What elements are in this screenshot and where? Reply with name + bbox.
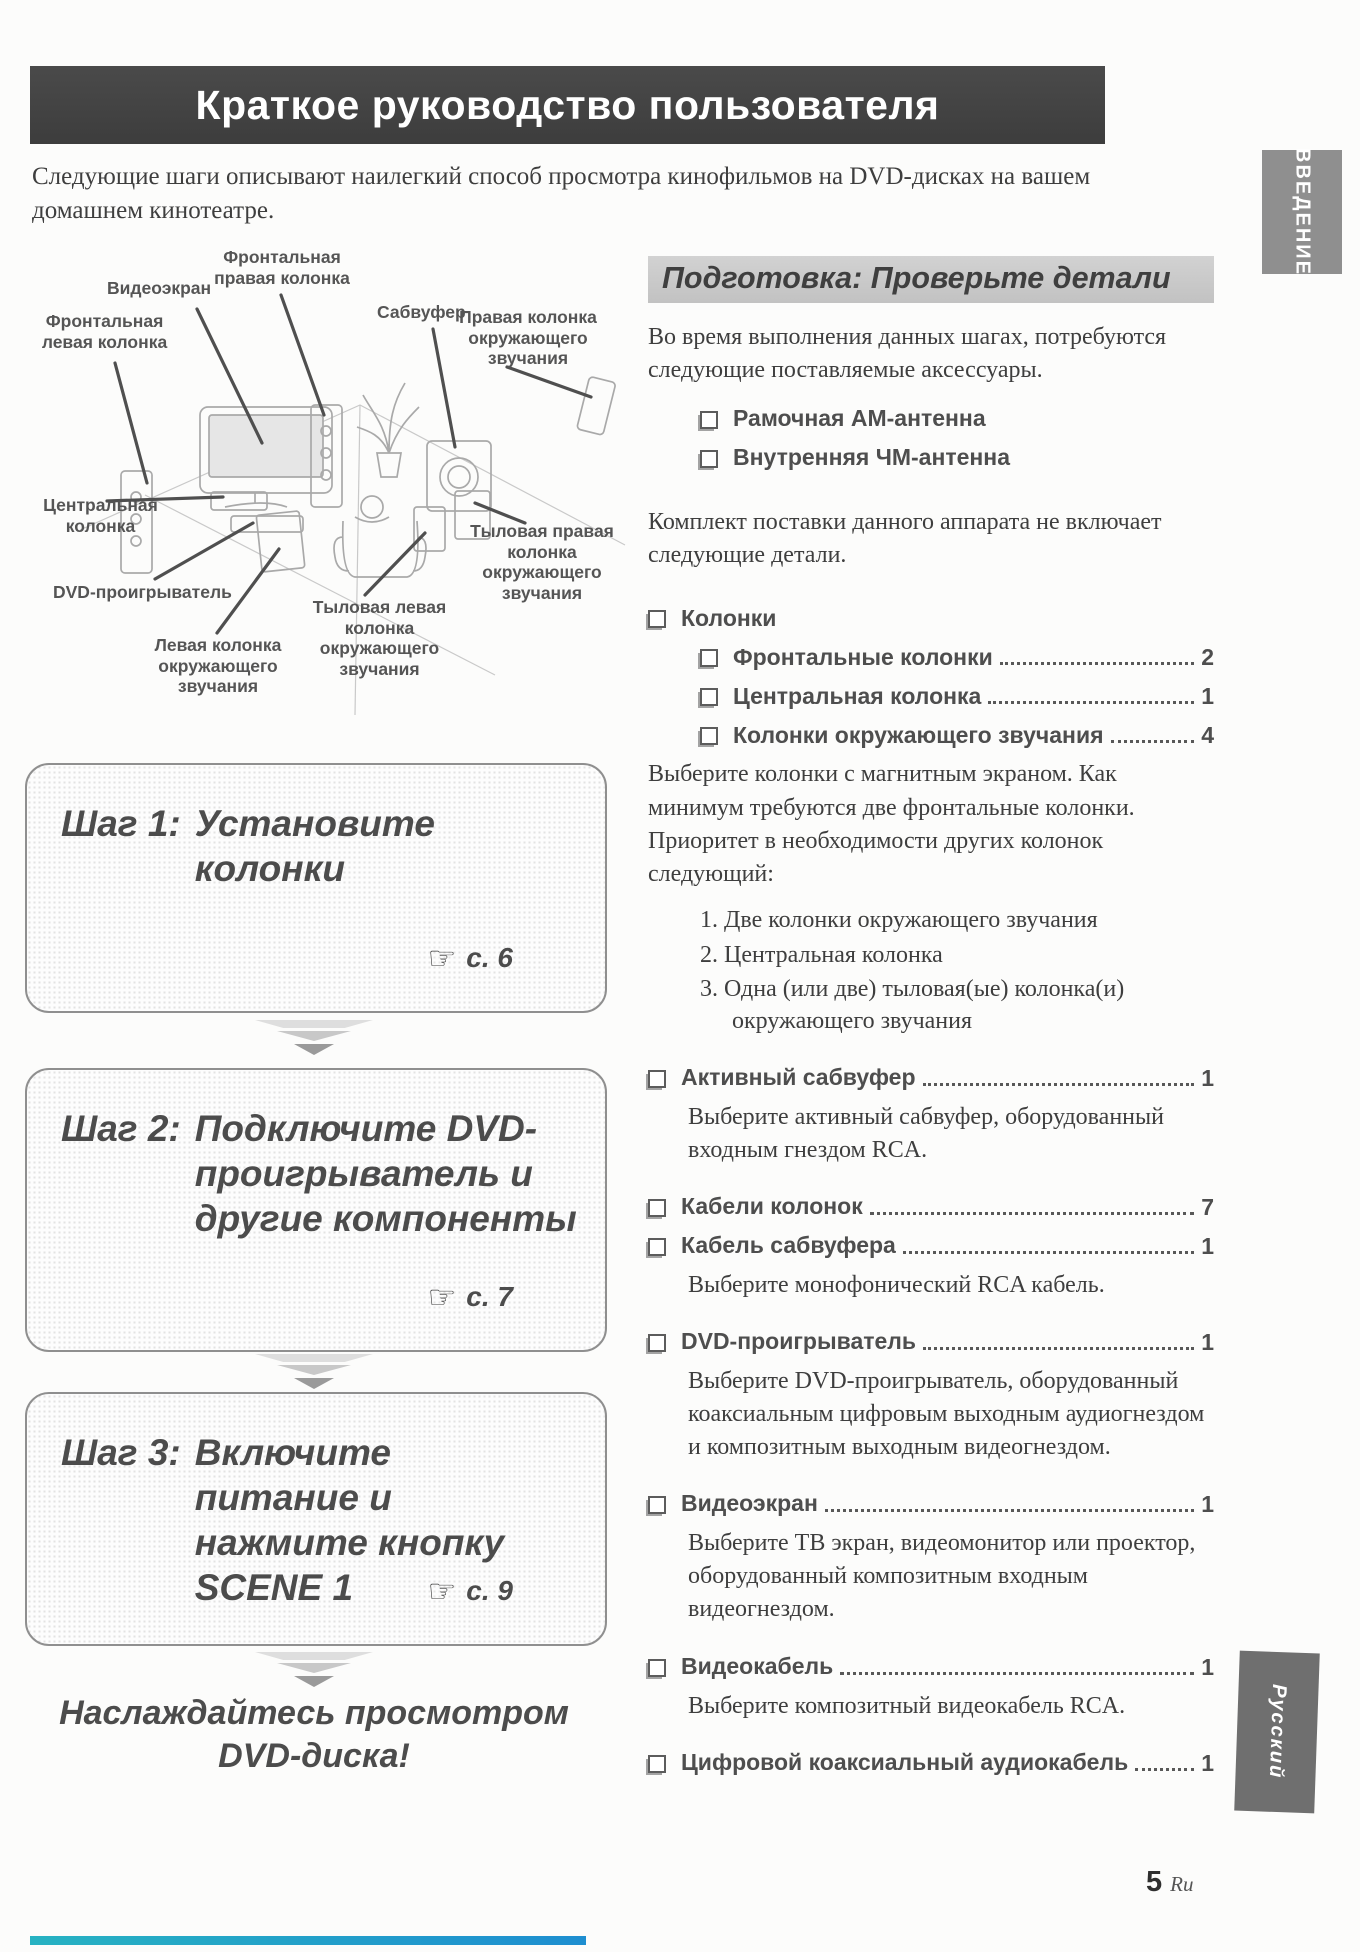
down-arrow-icon (254, 1354, 374, 1389)
step-2-box (25, 1068, 607, 1352)
step-3-box (25, 1392, 607, 1646)
dotted-leader (903, 1251, 1194, 1254)
item-note: Выберите активный сабвуфер, оборудованный входным гнездом RCA. (688, 1103, 1164, 1163)
checklist-item: Фронтальные колонки 2 (700, 641, 1214, 671)
down-arrow-icon (254, 1652, 374, 1687)
scan-color-bar (30, 1936, 586, 1945)
diagram-label-rear-left: Тыловая левая колонка окружающего звучания (312, 597, 447, 679)
page-number: 5 Ru (1146, 1866, 1194, 1898)
checkbox-icon (648, 1334, 666, 1352)
checklist-item: Кабель сабвуфера 1 Выберите монофонический RCA кабель. (648, 1230, 1214, 1302)
subwoofer-shape (427, 441, 491, 511)
diagram-label-center: Центральная колонка (43, 495, 158, 536)
checklist-item: Цифровой коаксиальный аудиокабель 1 (648, 1747, 1214, 1777)
page-lang-label: Ru (1170, 1872, 1194, 1896)
pointing-hand-icon: ☞ (427, 1573, 457, 1609)
diagram-label-front-left: Фронтальная левая колонка (41, 311, 168, 352)
checklist-item: Кабели колонок 7 (648, 1191, 1214, 1221)
dotted-leader (923, 1083, 1195, 1086)
speakers-note: Выберите колонки с магнитным экраном. Как минимум требуются две фронтальные колонки. Приоритет в необходимости других колонок следующий: (648, 761, 1135, 887)
item-note: Выберите композитный видеокабель RCA. (688, 1692, 1126, 1719)
dotted-leader (988, 701, 1194, 704)
enjoy-text: Наслаждайтесь просмотром DVD-диска! (59, 1694, 569, 1775)
leader-front-left (115, 363, 147, 483)
preparation-header: Подготовка: Проверьте детали (648, 256, 1214, 303)
checklist-item: Активный сабвуфер 1 Выберите активный сабвуфер, оборудованный входным гнездом RCA. (648, 1062, 1214, 1167)
not-included-intro: Комплект поставки данного аппарата не включает следующие детали. (648, 509, 1162, 569)
pointing-hand-icon: ☞ (427, 1279, 457, 1315)
dotted-leader (825, 1509, 1194, 1512)
step-3-title (27, 1394, 605, 1611)
step-1-text: Установите колонки (194, 803, 435, 890)
step-2-page-number: с. 7 (466, 1281, 513, 1312)
step-1-page-number: с. 6 (466, 942, 513, 973)
checkbox-icon (648, 1070, 666, 1088)
language-tab (1234, 1651, 1320, 1814)
title-bar (30, 66, 1105, 144)
checklist-item: Колонки окружающего звучания 4 (700, 719, 1214, 749)
preparation-intro: Во время выполнения данных шагах, потребуются следующие поставляемые аксессуары. (648, 324, 1167, 384)
checkbox-icon (700, 411, 718, 429)
item-note: Выберите монофонический RCA кабель. (688, 1271, 1105, 1298)
diagram-label-videoscreen: Видеоэкран (107, 278, 212, 298)
intro-paragraph: Следующие шаги описывают наилегкий способ просмотра кинофильмов на DVD-дисках на вашем домашнем кинотеатре. (32, 163, 1091, 224)
priority-item: 1. Две колонки окружающего звучания (700, 906, 1098, 933)
leader-right-surround (507, 367, 591, 397)
supplied-item: Внутренняя ЧМ-антенна (700, 442, 1214, 472)
checkbox-icon (700, 450, 718, 468)
dotted-leader (923, 1347, 1194, 1350)
checkbox-icon (700, 727, 718, 745)
plant-shape (377, 453, 401, 477)
dotted-leader (840, 1672, 1194, 1675)
item-note: Выберите DVD-проигрыватель, оборудованный коаксиальным цифровым выходным аудиогнездом и композитным выходным видеогнездом. (688, 1367, 1205, 1461)
checkbox-icon (700, 649, 718, 667)
left-surround-shape (256, 511, 305, 572)
preparation-section (648, 256, 1214, 1786)
checklist-item: Видеоэкран 1 Выберите ТВ экран, видеомонитор или проектор, оборудованный композитным входным видеогнездом. (648, 1488, 1214, 1626)
down-arrow-icon (254, 1020, 374, 1055)
page-title: Краткое руководство пользователя (195, 81, 940, 128)
leader-rear-right (475, 503, 525, 523)
person-shape (361, 496, 383, 518)
dotted-leader (1111, 740, 1195, 743)
supplied-item: Рамочная АМ-антенна (700, 403, 1214, 433)
priority-item: 3. Одна (или две) тыловая(ые) колонка(и) окружающего звучания (700, 976, 1125, 1034)
center-speaker-shape (211, 492, 267, 510)
step-3-page-number: с. 9 (466, 1575, 513, 1606)
leader-front-right (281, 295, 324, 415)
diagram-label-right-surround: Правая колонка окружающего звучания (459, 307, 597, 369)
diagram-label-dvd: DVD-проигрыватель (53, 582, 232, 602)
step-3-prefix: Шаг 3: (61, 1432, 181, 1473)
pointing-hand-icon: ☞ (427, 940, 457, 976)
speakers-group (648, 602, 1214, 1037)
right-surround-shape (577, 376, 616, 435)
step-2-text: Подключите DVD-проигрыватель и другие компоненты (194, 1108, 577, 1240)
supplied-accessories-list (700, 403, 1214, 472)
checkbox-icon (648, 1496, 666, 1514)
section-tab-label: ВВЕДЕНИЕ (1291, 148, 1314, 276)
step-2-page-ref (428, 1278, 513, 1316)
step-3-text: Включите питание и нажмите кнопку SCENE 1 (194, 1432, 505, 1609)
priority-item: 2. Центральная колонка (700, 941, 943, 968)
step-1-box (25, 763, 607, 1013)
checklist-item: Центральная колонка 1 (700, 680, 1214, 710)
checklist-item: DVD-проигрыватель 1 Выберите DVD-проигрыватель, оборудованный коаксиальным цифровым выходным аудиогнездом и композитным выходным видеогнездом. (648, 1326, 1214, 1464)
checkbox-icon (648, 1238, 666, 1256)
item-note: Выберите ТВ экран, видеомонитор или проектор, оборудованный композитным входным видеогнездом. (688, 1530, 1196, 1623)
step-1-title (27, 765, 605, 891)
checkbox-icon (700, 688, 718, 706)
checkbox-icon (648, 610, 666, 628)
dotted-leader (870, 1212, 1194, 1215)
checkbox-icon (648, 1659, 666, 1677)
diagram-label-subwoofer: Сабвуфер (377, 302, 466, 322)
priority-list (700, 905, 1214, 1038)
section-tab-introduction (1262, 150, 1342, 274)
checkbox-icon (648, 1199, 666, 1217)
dotted-leader (1000, 662, 1194, 665)
step-2-title (27, 1070, 605, 1241)
checkbox-icon (648, 1755, 666, 1773)
language-tab-label: Русский (1264, 1684, 1291, 1781)
step-2-prefix: Шаг 2: (61, 1108, 181, 1149)
home-theater-diagram (25, 245, 637, 730)
speakers-header-row: Колонки (648, 602, 1214, 632)
leader-dvd (155, 523, 253, 579)
dotted-leader (1135, 1768, 1194, 1771)
speakers-subitems (700, 641, 1214, 749)
step-3-page-ref (428, 1572, 513, 1610)
step-1-page-ref (428, 939, 513, 977)
diagram-label-left-surround: Левая колонка окружающего звучания (154, 635, 282, 697)
checklist-item: Видеокабель 1 Выберите композитный видеокабель RCA. (648, 1651, 1214, 1723)
step-1-prefix: Шаг 1: (61, 803, 181, 844)
diagram-label-rear-right: Тыловая правая колонка окружающего звучания (470, 521, 614, 603)
diagram-label-front-right: Фронтальная правая колонка (214, 247, 350, 288)
